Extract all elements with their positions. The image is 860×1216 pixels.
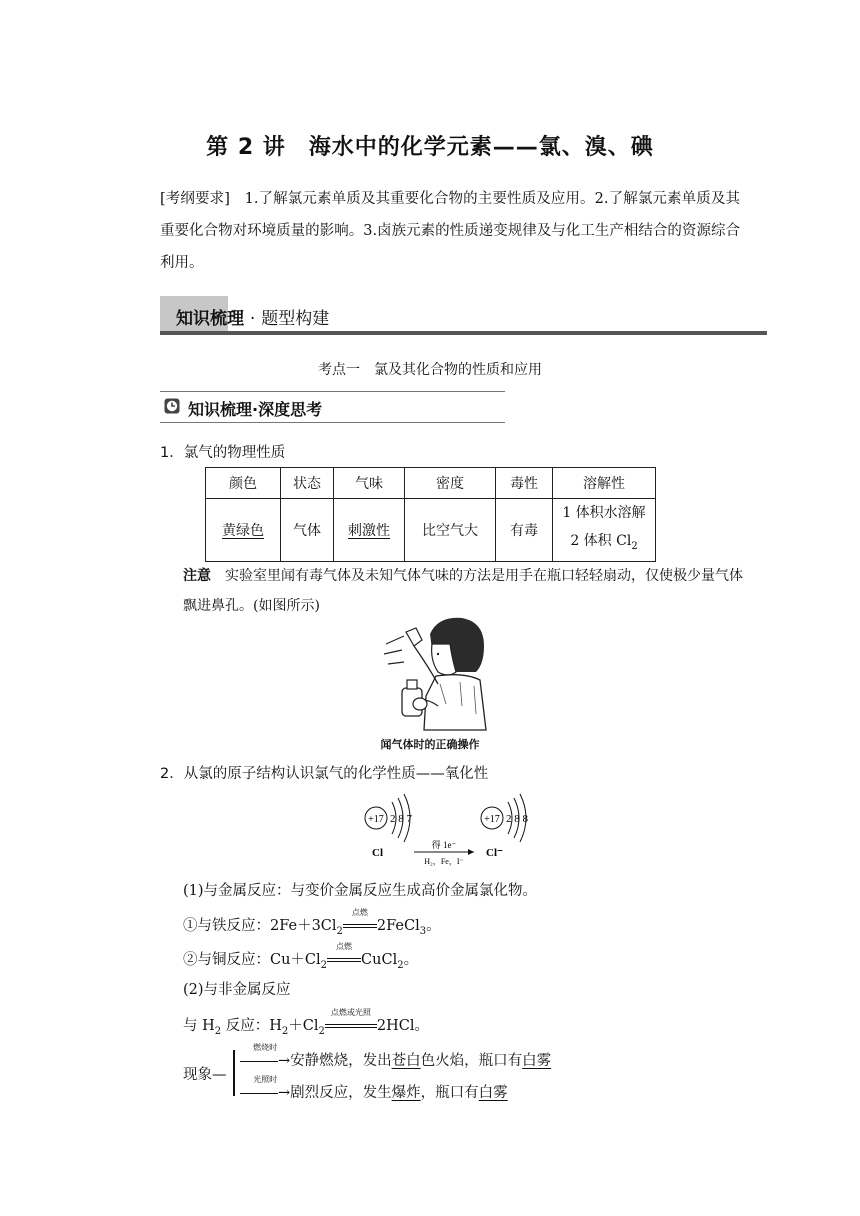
solubility-line1: 1 体积水溶解 [562,505,646,521]
table-header: 毒性 [496,468,553,499]
arrow-top-label: 得 1e⁻ [431,840,457,850]
note-label: 注意 [183,568,211,584]
banner-rule [160,331,767,335]
table-cell [553,499,656,562]
note-text: 实验室里闻有毒气体及未知气体气味的方法是用手在瓶口轻轻扇动，仅使极少量气体飘进鼻孔。(如图所示) [183,568,743,614]
section2-heading: 2．从氯的原子结构认识氯气的化学性质——氧化性 [160,766,489,782]
smelling-gas-illustration [380,614,510,734]
table-header-row [206,468,656,499]
metal-reaction-heading: (1)与金属反应：与变价金属反应生成高价金属氯化物。 [183,883,538,899]
ignite-condition: 点燃 [327,952,361,968]
symbol-cl-ion: Cl⁻ [486,847,503,859]
table-header: 颜色 [206,468,281,499]
copper-reaction: ②与铜反应：$Cu+Cl_2$ 点燃 CuCl$_2$。 [183,942,419,971]
symbol-cl: Cl [372,847,383,859]
table-cell: 比空气大 [405,499,496,562]
color-value: 黄绿色 [222,522,264,539]
exam-req-text: 1.了解氯元素单质及其重要化合物的主要性质及应用。2.了解氯元素单质及其重要化合物对环境质量的影响。3.卤族元素的性质递变规律及与化工生产相结合的资源综合利用。 [160,191,740,271]
subsection-title: 知识梳理·深度思考 [188,400,323,419]
figure-caption: 闻气体时的正确操作 [380,738,480,751]
exam-requirements [160,183,740,279]
table-header: 状态 [281,468,334,499]
section1-heading: 1．氯气的物理性质 [160,445,286,461]
phenomenon-label: 现象— [183,1067,227,1083]
page-title: 第 2 讲 海水中的化学元素——氯、溴、碘 [206,135,654,160]
banner-main: 知识梳理 [176,309,244,329]
light-condition: 光照时 → [240,1085,290,1101]
exam-req-label: [考纲要求] [160,191,230,207]
section-banner [176,304,329,329]
ignite-light-condition: 点燃或光照 [325,1018,377,1034]
shells-cl: 2 8 7 [390,813,412,825]
point-title: 考点一 氯及其化合物的性质和应用 [318,362,542,378]
clock-icon [164,398,180,414]
phenomenon-bracket [233,1050,235,1096]
banner-dot: · [249,309,256,329]
shells-cl-ion: 2 8 8 [506,813,528,825]
h2-reaction: 与 $H_2$ 反应：$H_2+Cl_2$ 点燃或光照 2HCl。 [183,1008,429,1037]
table-row [206,499,656,562]
table-cell: 有毒 [496,499,553,562]
solubility-line2: 2 体积 $Cl_2$ [570,533,638,552]
note-paragraph [183,561,743,621]
table-cell: 气体 [281,499,334,562]
table-cell [206,499,281,562]
table-header: 气味 [334,468,405,499]
burn-condition: 燃烧时 → [240,1053,290,1069]
burn-phenomenon: 燃烧时 →安静燃烧，发出苍白色火焰，瓶口有白雾 [240,1049,551,1070]
nucleus-cl-ion-charge: +17 [484,814,500,825]
arrow-bottom-label: H₂，Fe，I⁻ [424,857,464,866]
table-cell [334,499,405,562]
ignite-condition: 点燃 [343,918,377,934]
light-phenomenon: 光照时 →剧烈反应，发生爆炸，瓶口有白雾 [240,1081,508,1102]
banner-sub: 题型构建 [261,309,330,329]
properties-table [205,467,656,562]
table-header: 密度 [405,468,496,499]
odor-value: 刺激性 [348,522,390,539]
iron-reaction: ①与铁反应：$2Fe+3Cl_2$ 点燃 2FeCl$_3$。 [183,908,441,937]
nucleus-cl-charge: +17 [368,814,384,825]
nonmetal-reaction-heading: (2)与非金属反应 [183,982,291,998]
table-header: 溶解性 [553,468,656,499]
atomic-structure-diagram [358,788,538,868]
